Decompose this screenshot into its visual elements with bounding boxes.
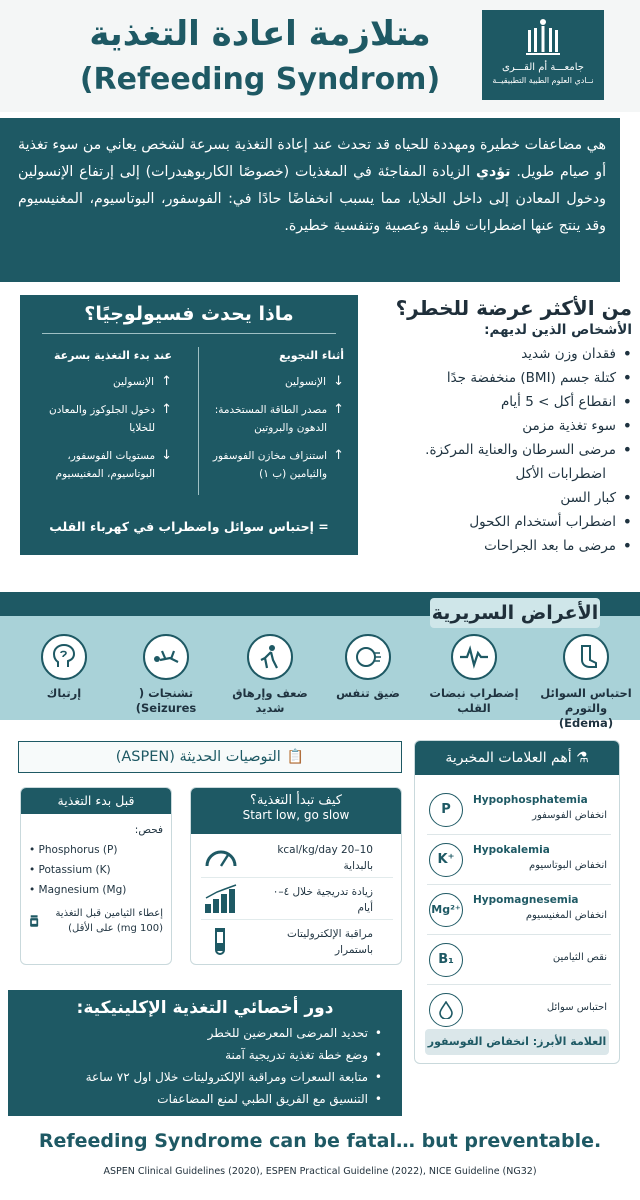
refeed-item-text: مستويات الفوسفور، البوتاسيوم، المغنيسيوم <box>55 450 156 480</box>
lab-key-note: العلامة الأبرز: انخفاض الفوسفور <box>425 1029 609 1055</box>
how-to-start-header <box>191 788 401 834</box>
gauge-icon <box>203 842 239 870</box>
risk-item: • كتلة جسم (BMI) منخفضة جدًا <box>370 366 632 390</box>
lab-item <box>427 985 611 1035</box>
intro-text-2: الزيادة المفاجئة في المغذيات (خصوصًا الكاربوهيدرات) إلى إرتفاع الإنسولين ودخول المعادن إلى داخل الخلايا، مما يسبب انخفاضًا حادًا في: الفوسفور، البوتاسيوم، المغنيسيوم وقد ينتج عنها اضطرابات قلبية وعصبية وتنفسية خطيرة. <box>18 164 606 234</box>
lab-signs-title <box>415 741 619 775</box>
water-drop-icon <box>429 993 463 1027</box>
up-arrow-icon: ↑ <box>161 402 172 417</box>
how-to-start-card <box>190 787 402 965</box>
lab-item <box>427 835 611 885</box>
symptom-arrhythmia <box>428 634 520 716</box>
physiology-divider <box>42 333 336 334</box>
role-item: • التنسيق مع الفريق الطبي لمنع المضاعفات <box>8 1088 368 1110</box>
breathing-icon <box>345 634 391 680</box>
before-test-item: • Magnesium (Mg) <box>29 884 127 896</box>
refeed-column <box>32 347 172 493</box>
lab-item-arabic: نقص الثيامين <box>552 952 607 963</box>
lab-item-english: Hypomagnesemia <box>473 894 579 906</box>
fasting-item <box>194 401 344 437</box>
fasting-header: أثناء التجويع <box>279 349 344 362</box>
physiology-result: = إحتباس سوائل واضطراب في كهرباء القلب <box>49 519 329 534</box>
dietitian-role-title: دور أخصائي التغذية الإكلينيكية: <box>76 998 334 1018</box>
how-step <box>201 838 393 878</box>
dietitian-role-box <box>8 990 402 1116</box>
symptom-weakness <box>224 634 316 716</box>
university-logo <box>482 10 604 100</box>
lab-item-arabic: انخفاض الفوسفور <box>532 810 607 821</box>
refeed-item <box>32 373 172 391</box>
university-emblem-icon <box>522 16 564 58</box>
risk-item: • مرضى ما بعد الجراحات <box>370 534 632 558</box>
symptoms-title: الأعراض السريرية <box>430 598 600 628</box>
lab-item-arabic: احتباس سوائل <box>546 1002 607 1013</box>
refeed-header: عند بدء التغذية بسرعة <box>53 349 172 362</box>
rising-bars-icon <box>203 884 239 914</box>
refeed-item <box>32 401 172 437</box>
tagline: Refeeding Syndrome can be fatal… but preventable. <box>38 1130 602 1152</box>
down-arrow-icon: ↓ <box>161 448 172 463</box>
potassium-symbol: K⁺ <box>429 843 463 877</box>
fatigue-icon <box>247 634 293 680</box>
pill-bottle-icon <box>29 910 39 932</box>
fasting-column <box>194 347 344 493</box>
physiology-box <box>20 295 358 555</box>
refeed-item <box>32 447 172 483</box>
role-item: • تحديد المرضى المعرضين للخطر <box>8 1022 368 1044</box>
lab-item-english: Hypokalemia <box>473 844 550 856</box>
heartbeat-icon <box>451 634 497 680</box>
symptom-label: ضعف وإرهاق شديد <box>232 686 308 715</box>
symptom-label: إرتباك <box>46 686 82 700</box>
risk-title: من الأكثر عرضة للخطر؟ <box>395 296 632 320</box>
risk-subtitle: الأشخاص الذين لديهم: <box>484 322 632 338</box>
intro-bold-word: تؤدي <box>476 164 511 180</box>
page-title-english: (Refeeding Syndrom) <box>79 62 441 97</box>
risk-list <box>370 342 632 558</box>
risk-section <box>370 296 632 558</box>
risk-item: • انقطاع أكل > 5 أيام <box>370 390 632 414</box>
how-step <box>201 880 393 920</box>
thiamine-text: إعطاء الثيامين قبل التغذية (100 mg) على الأقل) <box>55 908 163 934</box>
before-feeding-title: قبل بدء التغذية <box>21 788 171 814</box>
role-item: • وضع خطة تغذية تدريجية آمنة <box>8 1044 368 1066</box>
intro-box <box>0 118 620 282</box>
header <box>0 0 640 112</box>
fasting-item <box>194 373 344 391</box>
references: ASPEN Clinical Guidelines (2020), ESPEN Practical Guideline (2022), NICE Guideline (NG32) <box>103 1166 537 1177</box>
intro-text-1: هي مضاعفات خطيرة ومهددة للحياه قد تحدث عند إعادة التغذية بسرعة لشخص يعاني من سوء تغذية أو صيام طويل. <box>18 137 607 180</box>
test-tube-icon <box>203 926 239 958</box>
symptom-label: تشنجات ( Seizures) <box>135 686 197 715</box>
down-arrow-icon: ↓ <box>333 374 344 389</box>
seizure-icon <box>143 634 189 680</box>
how-to-start-subtitle: Start low, go slow <box>242 808 350 822</box>
refeed-item-text: دخول الجلوكوز والمعادن للخلايا <box>48 404 156 434</box>
symptom-edema <box>540 634 632 731</box>
physiology-title: ماذا يحدث فسيولوجيًا؟ <box>84 303 294 325</box>
lab-item-arabic: انخفاض المغنيسيوم <box>525 910 607 921</box>
risk-item: اضطرابات الأكل <box>515 466 606 482</box>
lab-item <box>427 935 611 985</box>
thiamine-row <box>21 900 171 936</box>
before-feeding-card <box>20 787 172 965</box>
lab-item-english: Hypophosphatemia <box>473 794 588 806</box>
symptom-label: ضيق تنفس <box>336 686 400 700</box>
confusion-icon <box>41 634 87 680</box>
symptom-label: احتباس السوائل والتورم (Edema) <box>540 686 632 730</box>
lab-signs-card <box>414 740 620 1064</box>
lab-item-arabic: انخفاض البوتاسيوم <box>529 860 607 871</box>
how-to-start-title: كيف تبدأ التغذية؟ <box>250 793 342 808</box>
up-arrow-icon: ↑ <box>161 374 172 389</box>
fasting-item-text: مصدر الطاقة المستخدمة: الدهون والبروتين <box>214 404 328 434</box>
lab-item <box>427 885 611 935</box>
lab-signs-title-text: أهم العلامات المخبرية <box>445 750 572 766</box>
clipboard-icon: 📋 <box>286 749 305 765</box>
thiamine-symbol: B₁ <box>429 943 463 977</box>
swollen-foot-icon <box>563 634 609 680</box>
lab-item <box>427 785 611 835</box>
up-arrow-icon: ↑ <box>333 448 344 463</box>
before-tests-label: فحص: <box>134 824 163 836</box>
fasting-item-text: استنزاف مخازن الفوسفور والثيامين (ب ١) <box>212 450 328 480</box>
up-arrow-icon: ↑ <box>333 402 344 417</box>
dietitian-role-list <box>8 1022 402 1110</box>
before-test-item: • Phosphorus (P) <box>29 844 118 856</box>
risk-item: • كبار السن <box>370 486 632 510</box>
risk-item: • مرضى السرطان والعناية المركزة. <box>370 438 632 462</box>
how-step-text: 10–20 kcal/kg/day بالبداية <box>277 844 373 872</box>
logo-club-name: نــادي العلوم الطبية التطبيقيــة <box>492 76 594 85</box>
symptom-dyspnea <box>322 634 414 701</box>
how-step-text: مراقبة الإلكتروليتات باستمرار <box>286 928 373 956</box>
symptom-confusion <box>18 634 110 701</box>
flask-icon: ⚗ <box>571 750 589 766</box>
magnesium-symbol: Mg²⁺ <box>429 893 463 927</box>
symptom-label: إضطراب نبضات القلب <box>429 686 519 715</box>
risk-item: • سوء تغذية مزمن <box>370 414 632 438</box>
fasting-item <box>194 447 344 483</box>
aspen-title-bar <box>18 741 402 773</box>
phosphorus-symbol: P <box>429 793 463 827</box>
risk-item: • اضطراب أستخدام الكحول <box>370 510 632 534</box>
logo-university-name: جامعـــة أم القـــرى <box>502 62 584 73</box>
refeed-item-text: الإنسولين <box>113 376 154 388</box>
how-step-text: زيادة تدريجية خلال ٤–٠ أيام <box>272 886 373 914</box>
page-title-arabic: متلازمة اعادة التغذية <box>89 14 431 54</box>
aspen-title: التوصيات الحديثة (ASPEN) <box>115 749 281 765</box>
risk-item: • فقدان وزن شديد <box>370 342 632 366</box>
how-step <box>201 922 393 962</box>
before-test-item: • Potassium (K) <box>29 864 111 876</box>
fasting-item-text: الإنسولين <box>285 376 326 388</box>
role-item: • متابعة السعرات ومراقبة الإلكتروليتات خلال اول ٧٢ ساعة <box>8 1066 368 1088</box>
symptom-seizures <box>120 634 212 716</box>
